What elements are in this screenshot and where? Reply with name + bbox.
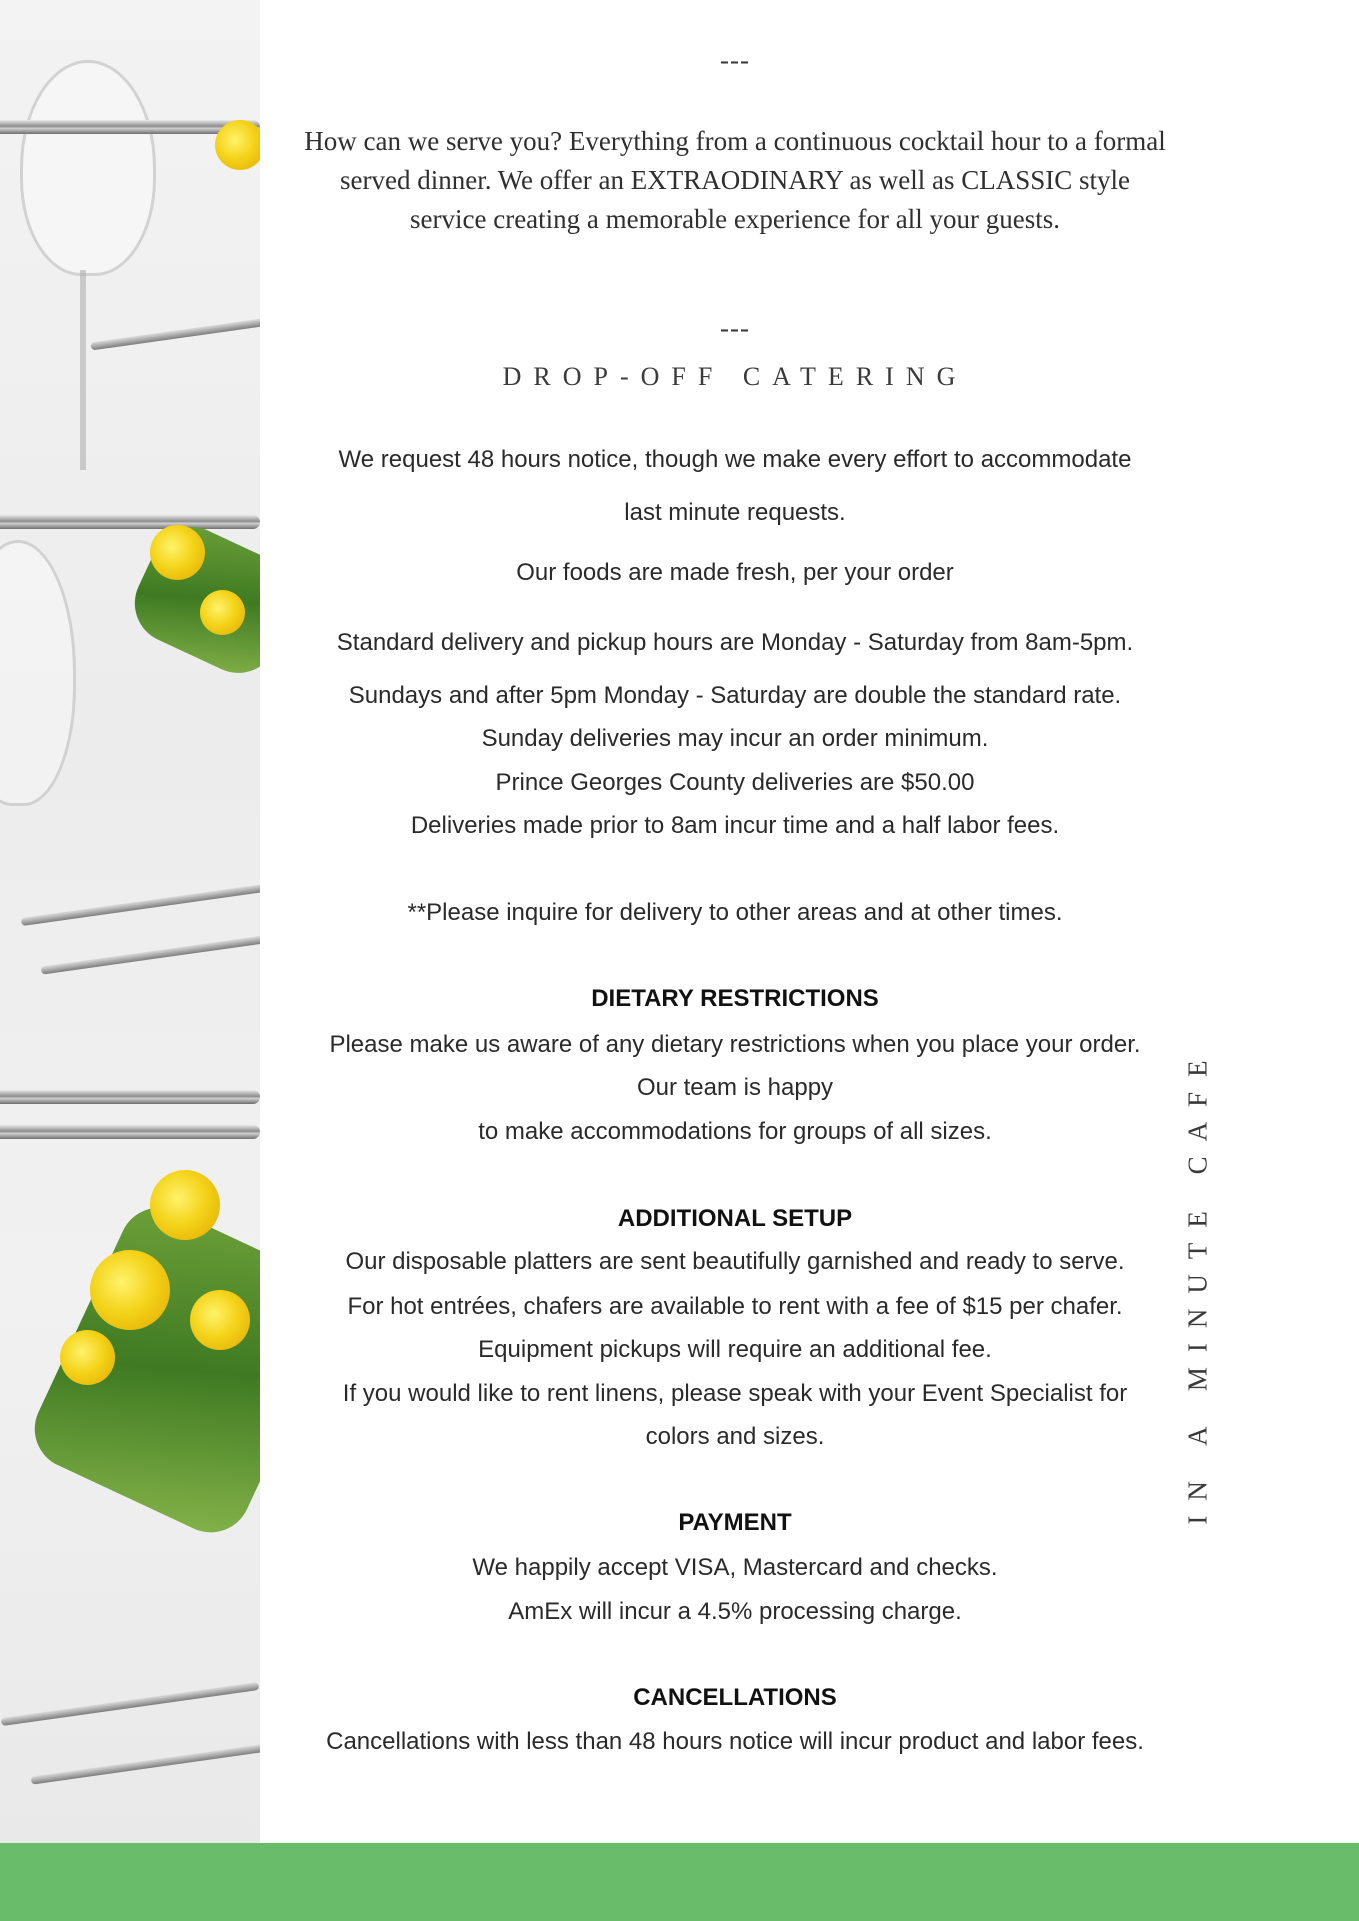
setup-line-4: If you would like to rent linens, please speak with your Event Specialist for: [342, 1380, 1128, 1407]
setup-line-5: colors and sizes.: [645, 1423, 825, 1450]
daffodil-shape: [90, 1250, 170, 1330]
setup-heading: ADDITIONAL SETUP: [617, 1205, 853, 1232]
fork-shape: [21, 882, 260, 926]
daffodil-shape: [60, 1330, 115, 1385]
payment-line-2: AmEx will incur a 4.5% processing charge.: [508, 1598, 962, 1625]
double-rate-line: Sundays and after 5pm Monday - Saturday are double the standard rate.: [348, 682, 1122, 709]
divider-top: ---: [720, 45, 750, 75]
fork-shape: [41, 933, 260, 974]
fresh-line: Our foods are made fresh, per your order: [516, 559, 954, 586]
notice-line-1: We request 48 hours notice, though we make every effort to accommodate: [338, 446, 1132, 473]
section-title: DROP-OFF CATERING: [502, 362, 968, 391]
dietary-line-3: to make accommodations for groups of all sizes.: [478, 1118, 992, 1145]
knife-shape: [0, 1125, 260, 1139]
early-delivery-line: Deliveries made prior to 8am incur time and a half labor fees.: [410, 812, 1060, 839]
daffodil-shape: [190, 1290, 250, 1350]
wine-glass-shape: [0, 540, 76, 806]
cancellations-line-1: Cancellations with less than 48 hours notice will incur product and labor fees.: [326, 1728, 1144, 1755]
notice-line-2: last minute requests.: [624, 499, 846, 526]
inquire-line: **Please inquire for delivery to other areas and at other times.: [407, 899, 1063, 926]
cancellations-heading: CANCELLATIONS: [633, 1684, 837, 1711]
setup-line-1: Our disposable platters are sent beautifully garnished and ready to serve.: [345, 1248, 1125, 1275]
sunday-minimum-line: Sunday deliveries may incur an order minimum.: [481, 725, 989, 752]
fork-shape: [31, 1743, 260, 1784]
knife-shape: [0, 1090, 260, 1104]
intro-paragraph: How can we serve you? Everything from a continuous cocktail hour to a formal served dinner. We offer an EXTRAODINARY as well as CLASSIC style service creating a memorable experience for all your guests.: [304, 126, 1166, 234]
wine-glass-shape: [20, 60, 156, 276]
footer-bar: [0, 1843, 1359, 1921]
payment-heading: PAYMENT: [678, 1509, 792, 1536]
daffodil-shape: [215, 120, 260, 170]
setup-line-3: Equipment pickups will require an additional fee.: [478, 1336, 992, 1363]
pg-county-line: Prince Georges County deliveries are $50.00: [495, 769, 975, 796]
daffodil-shape: [150, 1170, 220, 1240]
payment-line-1: We happily accept VISA, Mastercard and checks.: [472, 1554, 998, 1581]
divider-mid: ---: [720, 313, 750, 343]
brand-vertical-text: IN A MINUTE CAFE: [1182, 1045, 1213, 1525]
daffodil-shape: [200, 590, 245, 635]
knife-shape: [0, 515, 260, 529]
dietary-line-1: Please make us aware of any dietary restrictions when you place your order.: [329, 1031, 1141, 1058]
setup-line-2: For hot entrées, chafers are available to rent with a fee of $15 per chafer.: [347, 1293, 1123, 1320]
fork-shape: [1, 1682, 260, 1726]
fork-shape: [90, 318, 260, 351]
daffodil-shape: [150, 525, 205, 580]
daffodil-stems-shape: [22, 1195, 260, 1546]
table-setting-photo: [0, 0, 260, 1843]
glass-stem-shape: [80, 270, 86, 470]
hours-line: Standard delivery and pickup hours are Monday - Saturday from 8am-5pm.: [336, 629, 1134, 656]
dietary-line-2: Our team is happy: [636, 1074, 834, 1101]
dietary-heading: DIETARY RESTRICTIONS: [591, 985, 879, 1012]
